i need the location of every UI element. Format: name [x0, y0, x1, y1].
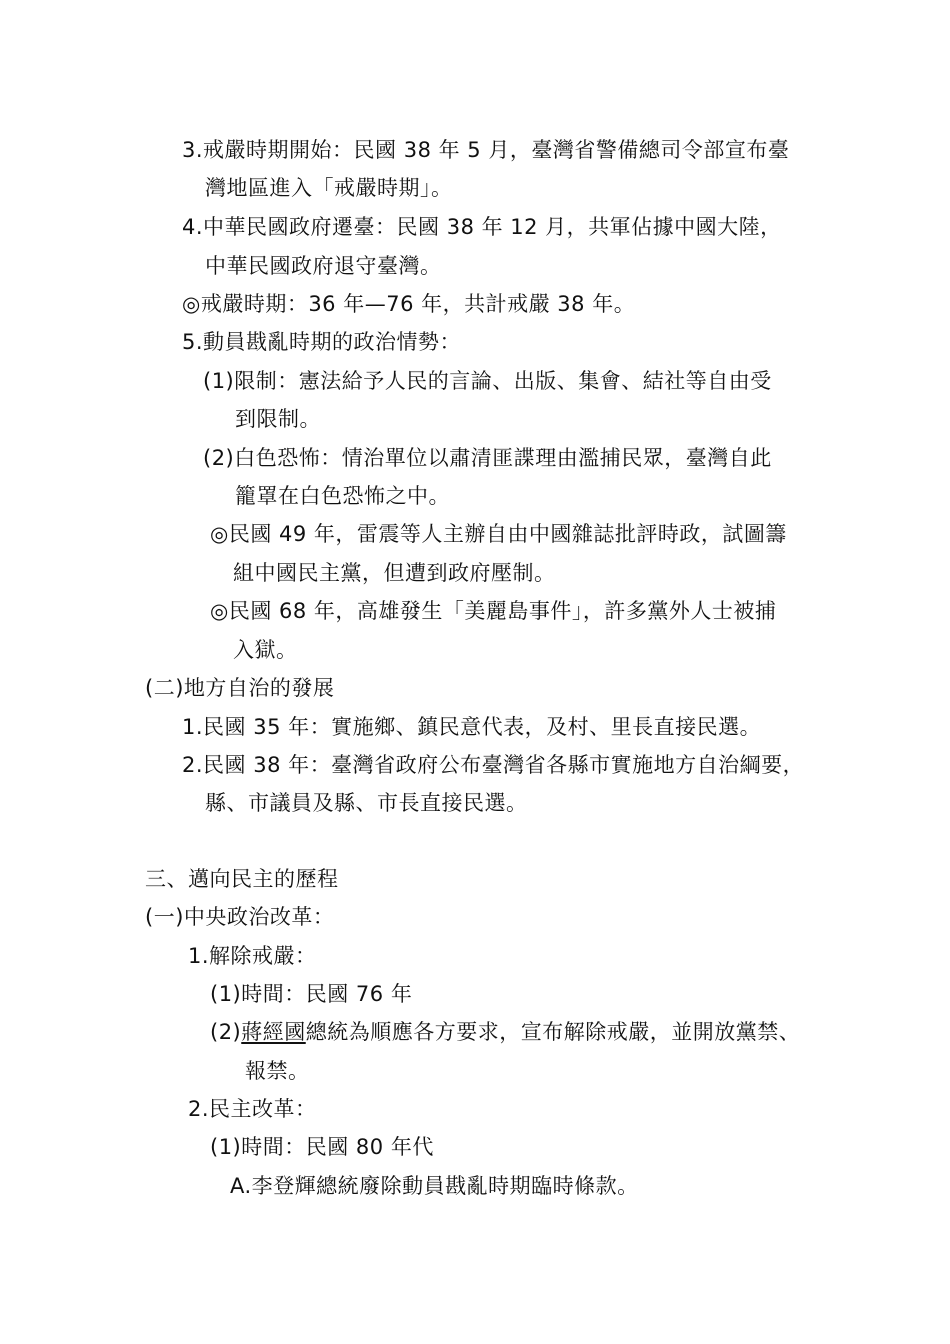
item-martial-law-start: 3.戒嚴時期開始：民國 38 年 5 月，臺灣省警備總司令部宣布臺 — [182, 138, 790, 162]
item-local-1949: 2.民國 38 年：臺灣省政府公布臺灣省各縣市實施地方自治綱要， — [182, 753, 805, 777]
section-local-autonomy: (二)地方自治的發展 — [145, 676, 335, 700]
item-martial-law-start-cont: 灣地區進入「戒嚴時期」。 — [205, 176, 453, 200]
note-formosa-incident: ◎民國 68 年，高雄發生「美麗島事件」，許多黨外人士被捕 — [210, 599, 777, 623]
note-formosa-incident-cont: 入獄。 — [233, 638, 298, 662]
subitem-lee-teng-hui: A.李登輝總統廢除動員戡亂時期臨時條款。 — [230, 1174, 639, 1198]
item-mobilization-period: 5.動員戡亂時期的政治情勢： — [182, 330, 462, 354]
item-lift-martial-law: 1.解除戒嚴： — [188, 944, 317, 968]
note-lei-chen-cont: 組中國民主黨，但遭到政府壓制。 — [233, 561, 556, 585]
subitem-text: 總統為順應各方要求，宣布解除戒嚴，並開放黨禁、 — [305, 1020, 801, 1044]
item-government-relocation: 4.中華民國政府遷臺：民國 38 年 12 月，共軍佔據中國大陸， — [182, 215, 782, 239]
subitem-chiang-ching-kuo-cont: 報禁。 — [245, 1059, 310, 1083]
subitem-restrictions-cont: 到限制。 — [235, 407, 321, 431]
item-local-1949-cont: 縣、市議員及縣、市長直接民選。 — [205, 791, 528, 815]
subitem-white-terror: (2)白色恐怖：情治單位以肅清匪諜理由濫捕民眾，臺灣自此 — [203, 446, 772, 470]
subitem-chiang-ching-kuo — [210, 1018, 800, 1046]
subitem-restrictions: (1)限制：憲法給予人民的言論、出版、集會、結社等自由受 — [203, 369, 772, 393]
subitem-white-terror-cont: 籠罩在白色恐怖之中。 — [235, 484, 450, 508]
note-lei-chen: ◎民國 49 年，雷震等人主辦自由中國雜誌批評時政，試圖籌 — [210, 522, 787, 546]
item-government-relocation-cont: 中華民國政府退守臺灣。 — [205, 254, 442, 278]
section-central-reform: (一)中央政治改革： — [145, 905, 335, 929]
subitem-reform-time: (1)時間：民國 80 年代 — [210, 1135, 434, 1159]
item-local-1946: 1.民國 35 年：實施鄉、鎮民意代表，及村、里長直接民選。 — [182, 715, 762, 739]
item-democratic-reform: 2.民主改革： — [188, 1097, 317, 1121]
subitem-lift-time: (1)時間：民國 76 年 — [210, 982, 413, 1006]
chapter-heading-democracy: 三、邁向民主的歷程 — [145, 867, 339, 891]
underlined-name: 蔣經國 — [241, 1020, 306, 1044]
note-martial-law-period: ◎戒嚴時期：36 年—76 年，共計戒嚴 38 年。 — [182, 292, 636, 316]
subitem-number: (2) — [210, 1020, 242, 1044]
